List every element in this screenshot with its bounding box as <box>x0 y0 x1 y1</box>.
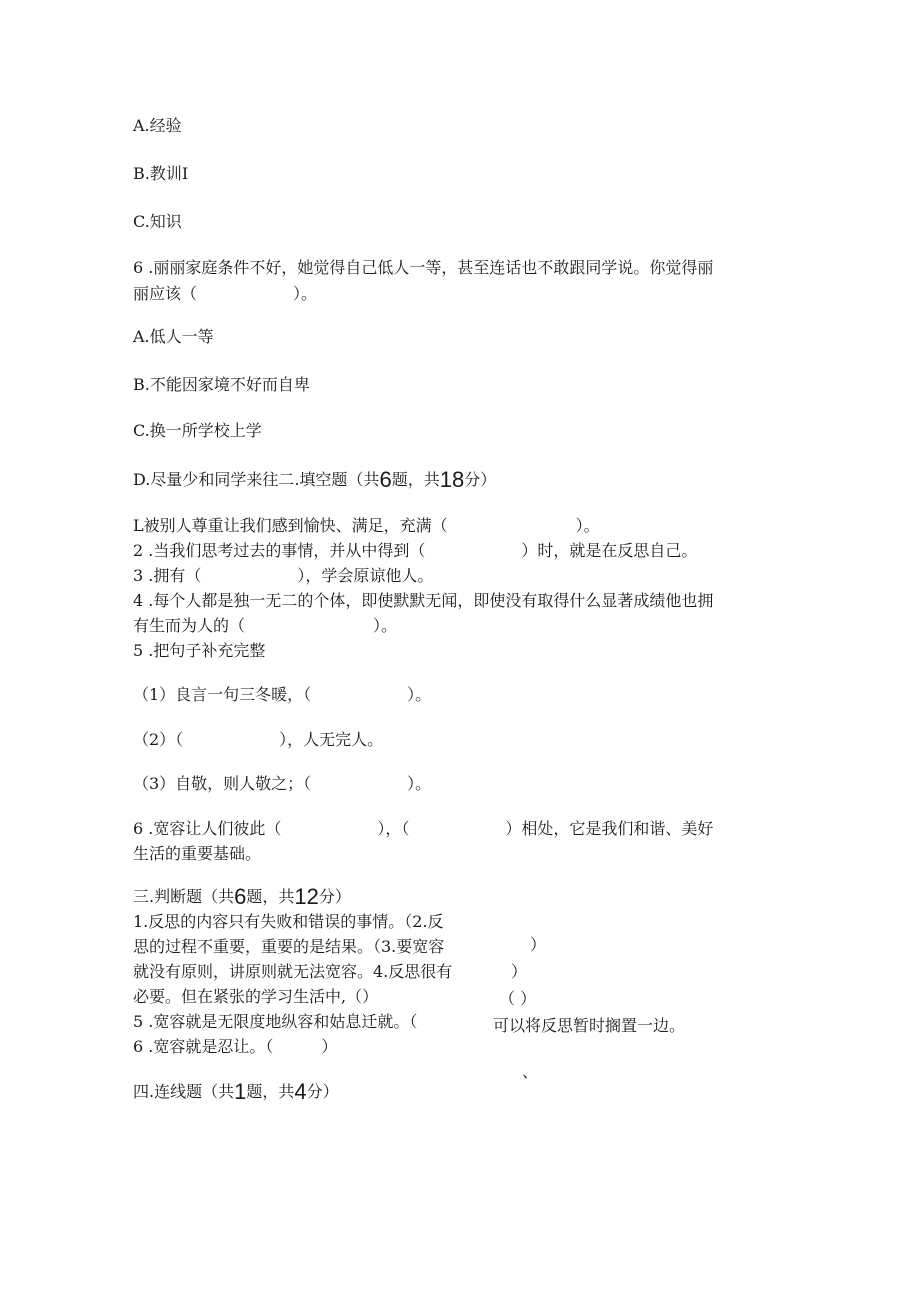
judge-line: 思的过程不重要，重要的是结果。（3.要宽容 <box>133 937 445 956</box>
judge-line-continuation: 可以将反思暂时搁置一边。 <box>493 1016 686 1035</box>
heading-text: 分） <box>464 470 497 489</box>
fill-question-5-1: （1）良言一句三冬暖，（ ）。 <box>133 685 432 704</box>
score-total: 4 <box>294 1079 307 1104</box>
question-count: 6 <box>234 884 247 909</box>
option-a: A.低人一等 <box>133 327 214 346</box>
answer-paren: （ ） <box>499 989 537 1008</box>
heading-text: 题，共 <box>246 887 295 906</box>
heading-text: 四.连线题（共 <box>133 1082 235 1101</box>
fill-question-2: 2 .当我们思考过去的事情，并从中得到（ ）时，就是在反思自己。 <box>133 541 698 560</box>
judge-line: 1.反思的内容只有失败和错误的事情。（2.反 <box>133 912 444 931</box>
section-heading <box>133 884 351 909</box>
heading-text: 题，共 <box>391 470 440 489</box>
fill-question-3: 3 .拥有（ ），学会原谅他人。 <box>133 566 434 585</box>
question-text: 丽应该（ ）。 <box>133 284 318 303</box>
heading-text: 分） <box>306 1082 339 1101</box>
fill-question-4: 有生而为人的（ ）。 <box>133 616 398 635</box>
fill-question-5: 5 .把句子补充完整 <box>133 641 266 660</box>
fill-question-4: 4 .每个人都是独一无二的个体，即使默默无闻，即使没有取得什么显著成绩他也拥 <box>133 591 714 610</box>
option-a: A.经验 <box>133 116 182 135</box>
fill-question-1: L被别人尊重让我们感到愉快、满足，充满（ ）。 <box>133 516 600 535</box>
option-c: C.换一所学校上学 <box>133 421 262 440</box>
option-c: C.知识 <box>133 212 182 231</box>
fill-question-5-3: （3）自敬，则人敬之；（ ）。 <box>133 774 432 793</box>
judge-line: 6 .宽容就是忍让。（ ） <box>133 1037 338 1056</box>
judge-line: 就没有原则，讲原则就无法宽容。4.反思很有 <box>133 962 453 981</box>
score-total: 18 <box>439 467 465 492</box>
option-b: B.教训Ⅰ <box>133 164 189 183</box>
judge-line: 5 .宽容就是无限度地纵容和姑息迁就。（ <box>133 1012 418 1031</box>
question-count: 1 <box>234 1079 247 1104</box>
fill-question-5-2: （2）（ ），人无完人。 <box>133 730 384 749</box>
question-count: 6 <box>379 467 392 492</box>
question-text: 6 .丽丽家庭条件不好，她觉得自己低人一等，甚至连话也不敢跟同学说。你觉得丽 <box>133 258 714 277</box>
answer-paren: ） <box>530 935 547 954</box>
fill-question-6: 生活的重要基础。 <box>133 844 262 863</box>
judge-line: 必要。但在紧张的学习生活中,（） <box>133 987 379 1006</box>
stray-mark: 、 <box>522 1062 539 1081</box>
answer-paren: ） <box>511 962 528 981</box>
heading-text: 分） <box>318 887 351 906</box>
score-total: 12 <box>294 884 319 909</box>
option-b: B.不能因家境不好而自卑 <box>133 375 310 394</box>
option-d-with-section-heading <box>133 467 497 492</box>
section-heading <box>133 1079 339 1104</box>
heading-text: D.尽量少和同学来往二.填空题（共 <box>133 470 380 489</box>
heading-text: 三.判断题（共 <box>133 887 235 906</box>
heading-text: 题，共 <box>246 1082 295 1101</box>
fill-question-6: 6 .宽容让人们彼此（ ），（ ）相处，它是我们和谐、美好 <box>133 819 714 838</box>
